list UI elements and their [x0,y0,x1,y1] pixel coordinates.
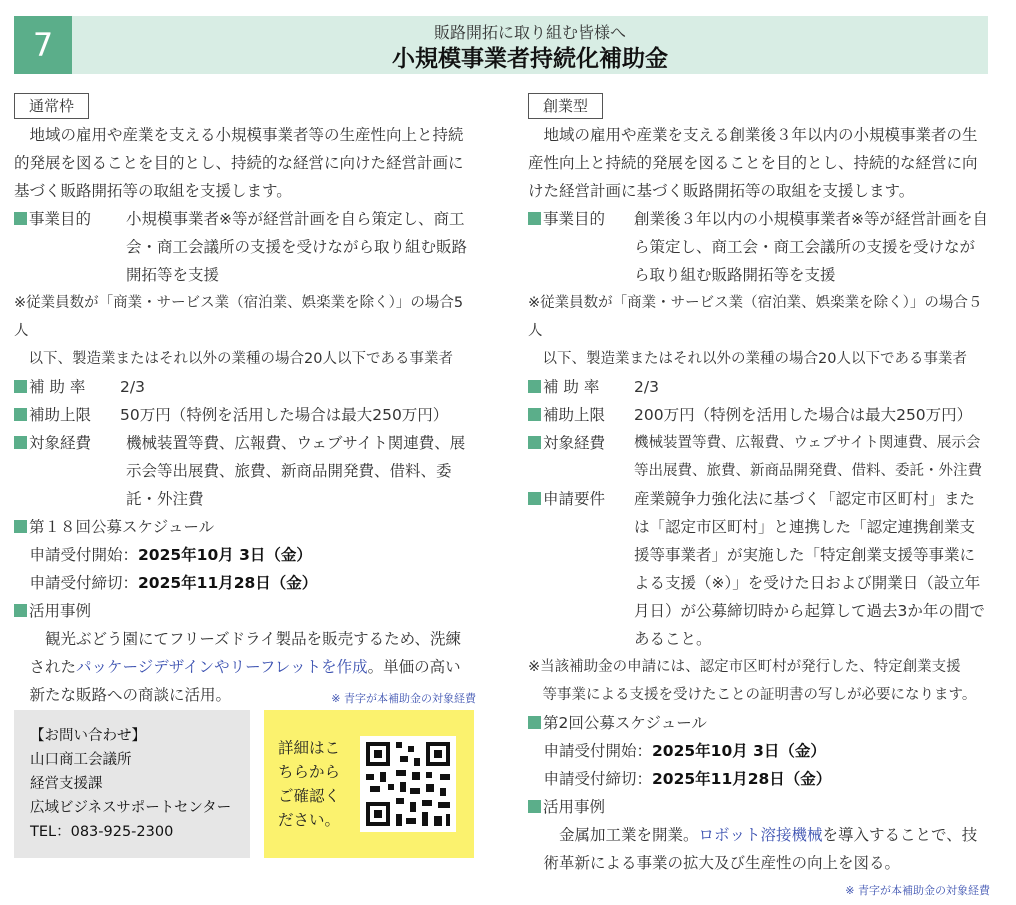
tag-startup: 創業型 [528,93,603,119]
note-line: ※当該補助金の申請には、認定市区町村が発行した、特定創業支援 [528,659,961,675]
detail-box [264,710,474,858]
intro-text: 地域の雇用や産業を支える小規模事業者等の生産性向上と持続的発展を図ることを目的とし、持続的な経営に向けた経営計画に基づく販路開拓等の取組を支援します。 [14,126,464,200]
square-bullet-icon [528,408,541,421]
square-bullet-icon [14,520,27,533]
case-text-b: 。単価の高い新たな販路への商談に活用。 [29,658,461,704]
case-text-blue: ロボット溶接機械 [698,826,823,844]
schedule-item [14,513,476,541]
start-date: 2025年10月 3日（金） [652,742,826,760]
blue-note: ※ 青字が本補助金の対象経費 [845,884,990,897]
note-line: 以下、製造業またはそれ以外の業種の場合20人以下である事業者 [542,351,967,367]
note-line: 以下、製造業またはそれ以外の業種の場合20人以下である事業者 [28,351,453,367]
case-item [14,597,476,625]
case-text [528,821,990,877]
column-regular [14,92,476,713]
contact-line: 広域ビジネスサポートセンター [30,800,232,816]
start-label: 申請受付開始： [543,742,653,760]
requirement-value: 産業競争力強化法に基づく「認定市区町村」または「認定市区町村」と連携した「認定連携創業支援等事業者」が実施した「特定創業支援等事業による支援（※）」を受けた日および開業日（設立年月日）が公募締切時から起算して過去3か年の間であること。 [634,490,985,648]
header-subtitle: 販路開拓に取り組む皆様へ [433,23,626,42]
tag-regular: 通常枠 [14,93,89,119]
cost-item [528,429,990,485]
purpose-value: 創業後３年以内の小規模事業者※等が経営計画を自ら策定し、商工会・商工会議所の支援を受けながら取り組む販路開拓等を支援 [634,210,988,284]
limit-key: 補助上限 [543,406,606,424]
square-bullet-icon [14,212,27,225]
cost-item [14,429,476,513]
square-bullet-icon [528,212,541,225]
end-label: 申請受付締切： [543,770,653,788]
purpose-key: 事業目的 [543,210,606,228]
note-line: ※従業員数が「商業・サービス業（宿泊業、娯楽業を除く）」の場合５人 [528,295,983,339]
rate-value: 2/3 [634,378,659,396]
case-item [528,793,990,821]
schedule-start [14,541,476,569]
contact-line: 山口商工会議所 [30,752,132,768]
page-header [14,16,988,74]
square-bullet-icon [528,436,541,449]
case-text-a: 金属加工業を開業。 [559,826,699,844]
cost-value: 機械装置等費、広報費、ウェブサイト関連費、展示会等出展費、旅費、新商品開発費、借料、委託・外注費 [126,434,466,508]
cost-key: 対象経費 [543,434,606,452]
rate-item [528,373,990,401]
purpose-item [14,205,476,289]
note-line: ※従業員数が「商業・サービス業（宿泊業、娯楽業を除く）」の場合5人 [14,295,464,339]
purpose-value: 小規模事業者※等が経営計画を自ら策定し、商工会・商工会議所の支援を受けながら取り組む販路開拓等を支援 [126,210,468,284]
purpose-item [528,205,990,289]
cost-key: 対象経費 [29,434,92,452]
square-bullet-icon [14,408,27,421]
rate-item [14,373,476,401]
case-text-blue: パッケージデザインやリーフレットを作成 [76,658,368,676]
intro-text: 地域の雇用や産業を支える創業後３年以内の小規模事業者の生産性向上と持続的発展を図ることを目的とし、持続的な経営に向けた経営計画に基づく販路開拓等の取組を支援します。 [528,126,978,200]
rate-value: 2/3 [120,378,145,396]
detail-text: 詳細はこちらからご確認ください。 [278,739,341,829]
schedule-title: 第１８回公募スケジュール [29,518,215,536]
contact-heading: 【お問い合わせ】 [30,728,146,744]
limit-item [14,401,476,429]
column-startup [528,92,990,905]
case-text-b: を導入することで、技術革新による事業の拡大及び生産性の向上を図る。 [543,826,978,872]
square-bullet-icon [14,604,27,617]
square-bullet-icon [528,380,541,393]
end-date: 2025年11月28日（金） [138,574,318,592]
square-bullet-icon [528,716,541,729]
contact-line: 経営支援課 [30,776,103,792]
square-bullet-icon [14,436,27,449]
square-bullet-icon [528,800,541,813]
rate-key: 補 助 率 [29,378,86,396]
square-bullet-icon [14,380,27,393]
start-label: 申請受付開始： [29,546,139,564]
limit-key: 補助上限 [29,406,92,424]
header-title: 小規模事業者持続化補助金 [392,46,668,72]
contact-box [14,710,250,858]
blue-note: ※ 青字が本補助金の対象経費 [331,692,476,705]
square-bullet-icon [528,492,541,505]
schedule-end [14,569,476,597]
limit-item [528,401,990,429]
case-title: 活用事例 [29,602,92,620]
schedule-title: 第2回公募スケジュール [543,714,707,732]
contact-tel: TEL：083-925-2300 [30,824,174,840]
requirement-item [528,485,990,653]
schedule-end [528,765,990,793]
limit-value: 50万円（特例を活用した場合は最大250万円） [120,406,449,424]
end-date: 2025年11月28日（金） [652,770,832,788]
section-number: 7 [14,16,72,74]
start-date: 2025年10月 3日（金） [138,546,312,564]
purpose-key: 事業目的 [29,210,92,228]
qr-code-icon[interactable] [360,736,456,832]
requirement-key: 申請要件 [543,490,606,508]
cost-value: 機械装置等費、広報費、ウェブサイト関連費、展示会等出展費、旅費、新商品開発費、借料、委託・外注費 [634,435,982,479]
case-title: 活用事例 [543,798,606,816]
rate-key: 補 助 率 [543,378,600,396]
schedule-item [528,709,990,737]
limit-value: 200万円（特例を活用した場合は最大250万円） [634,406,973,424]
case-text-a: 観光ぶどう園にてフリーズドライ製品を販売するため、洗練された [29,630,462,676]
end-label: 申請受付締切： [29,574,139,592]
schedule-start [528,737,990,765]
note-line: 等事業による支援を受けたことの証明書の写しが必要になります。 [542,687,977,703]
